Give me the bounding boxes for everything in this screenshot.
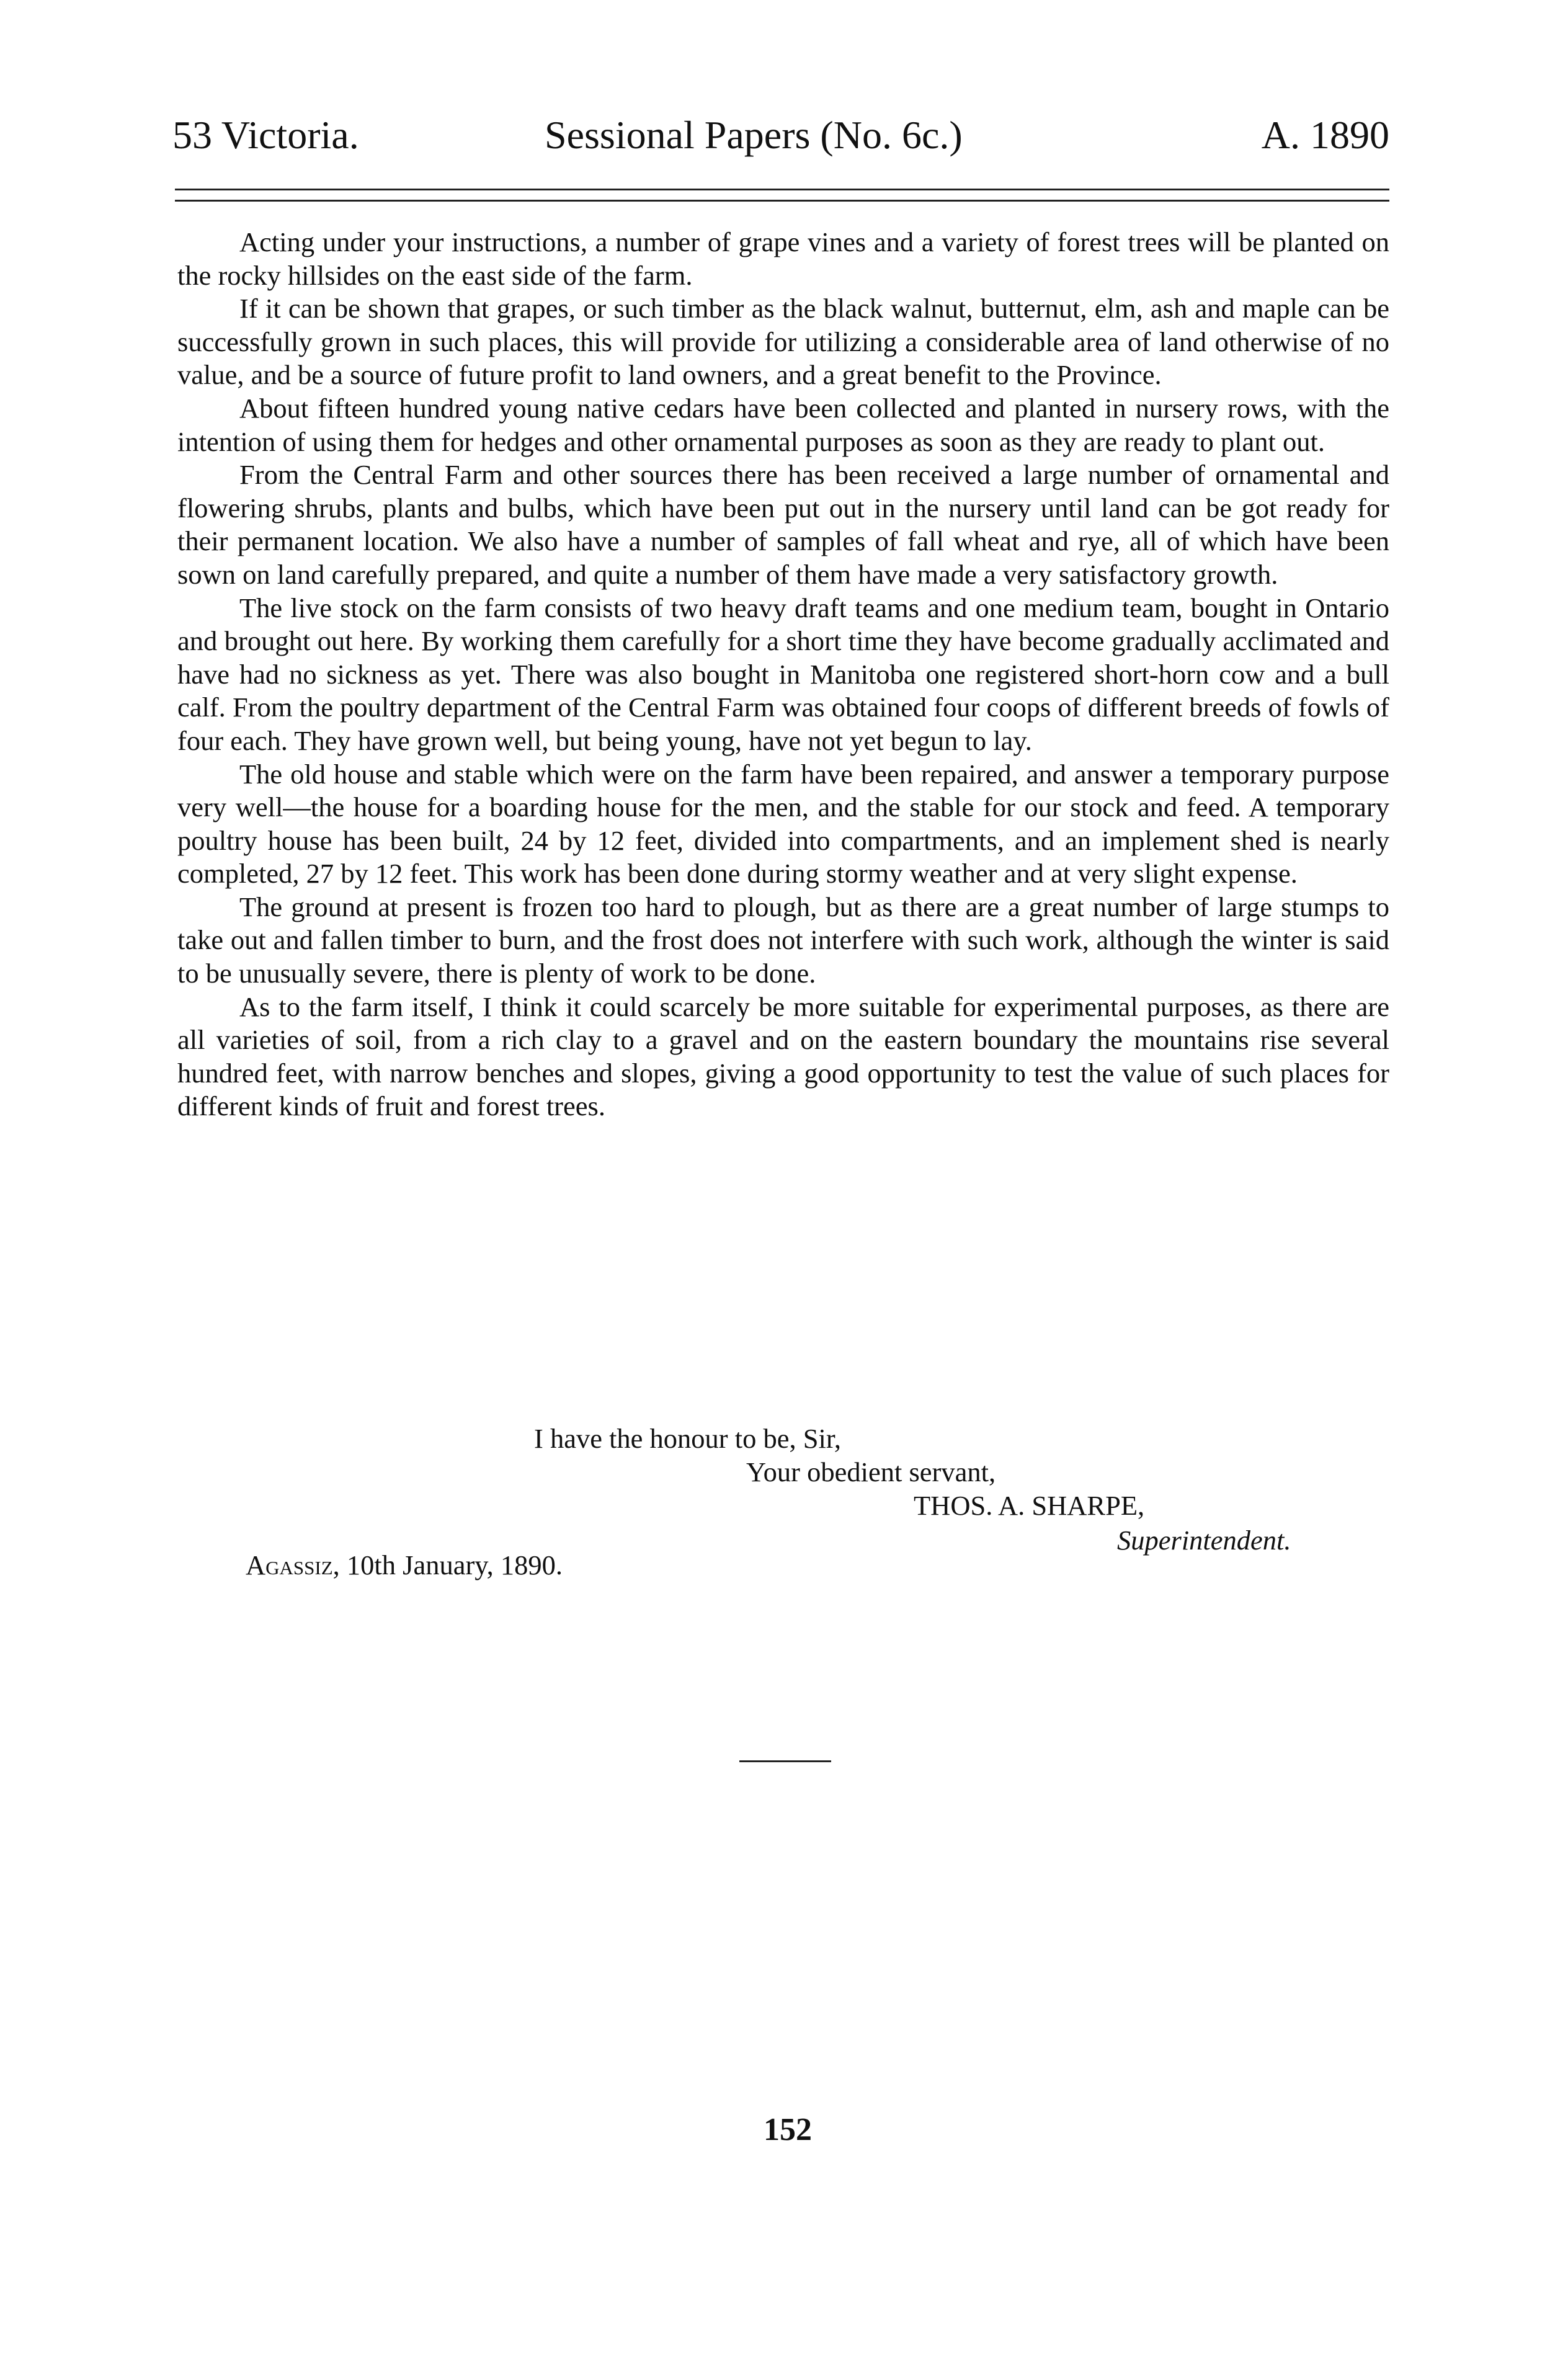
- paragraph-cedars: About fifteen hundred young native cedars have been collected and planted in nursery rows, with the intention of using them for hedges and other ornamental purposes as soon as they are ready to plant out.: [177, 392, 1389, 457]
- paragraph-buildings: The old house and stable which were on the farm have been repaired, and answer a temporary purpose very well—the house for a boarding house for the men, and the stable for our stock and feed. A temporary poultry house has been built, 24 by 12 feet, divided into compartments, and an implement shed is nearly completed, 27 by 12 feet. This work has been done during stormy weather and at very slight expense.: [177, 758, 1389, 889]
- closing-salutation: I have the honour to be, Sir,: [534, 1423, 842, 1454]
- header-rule-top: [175, 189, 1389, 190]
- signature-name: THOS. A. SHARPE,: [914, 1490, 1145, 1521]
- paragraph-ground: The ground at present is frozen too hard to plough, but as there are a great number of large stumps to take out and fallen timber to burn, and the frost does not interfere with such work, although the winter is said to be unusually severe, there is plenty of work to be done.: [177, 891, 1389, 989]
- closing-complimentary: Your obedient servant,: [746, 1456, 996, 1487]
- paragraph-grape-vines: Acting under your instructions, a number of grape vines and a variety of forest trees will be planted on the rocky hillsides on the east side of the farm.: [177, 226, 1389, 291]
- running-header: [172, 110, 1389, 160]
- paragraph-timber: If it can be shown that grapes, or such timber as the black walnut, butternut, elm, ash and maple can be successfully grown in such places, this will provide for utilizing a considerable area of land otherwise of no value, and be a source of future profit to land owners, and a great benefit to the Province.: [177, 293, 1389, 391]
- dateline: [246, 1548, 563, 1582]
- dateline-date: 10th January, 1890.: [346, 1549, 563, 1580]
- paragraph-central-farm: From the Central Farm and other sources there has been received a large number of ornamental and flowering shrubs, plants and bulbs, which have been put out in the nursery until land can be got ready for their permanent location. We also have a number of samples of fall wheat and rye, all of which have been sown on land carefully prepared, and quite a number of them have made a very satisfactory growth.: [177, 459, 1389, 590]
- header-rule-bottom: [175, 200, 1389, 202]
- signature-title: Superintendent.: [1117, 1525, 1291, 1556]
- header-year: A. 1890: [1261, 113, 1389, 157]
- page-number: 152: [764, 2112, 812, 2147]
- header-series: Sessional Papers (No. 6c.): [545, 113, 963, 157]
- paragraph-live-stock: The live stock on the farm consists of two heavy draft teams and one medium team, bought in Ontario and brought out here. By working them carefully for a short time they have become gradually acclimated and have had no sickness as yet. There was also bought in Manitoba one registered short-horn cow and a bull calf. From the poultry department of the Central Farm was obtained four coops of different breeds of fowls of four each. They have grown well, but being young, have not yet begun to lay.: [177, 592, 1389, 756]
- end-rule: [739, 1760, 831, 1762]
- dateline-place: Agassiz,: [246, 1549, 340, 1580]
- header-volume: 53 Victoria.: [172, 113, 359, 157]
- letter-body: [177, 226, 1389, 1123]
- paragraph-farm-suitability: As to the farm itself, I think it could scarcely be more suitable for experimental purposes, as there are all varieties of soil, from a rich clay to a gravel and on the eastern boundary the mountains rise several hundred feet, with narrow benches and slopes, giving a good opportunity to test the value of such places for different kinds of fruit and forest trees.: [177, 991, 1389, 1122]
